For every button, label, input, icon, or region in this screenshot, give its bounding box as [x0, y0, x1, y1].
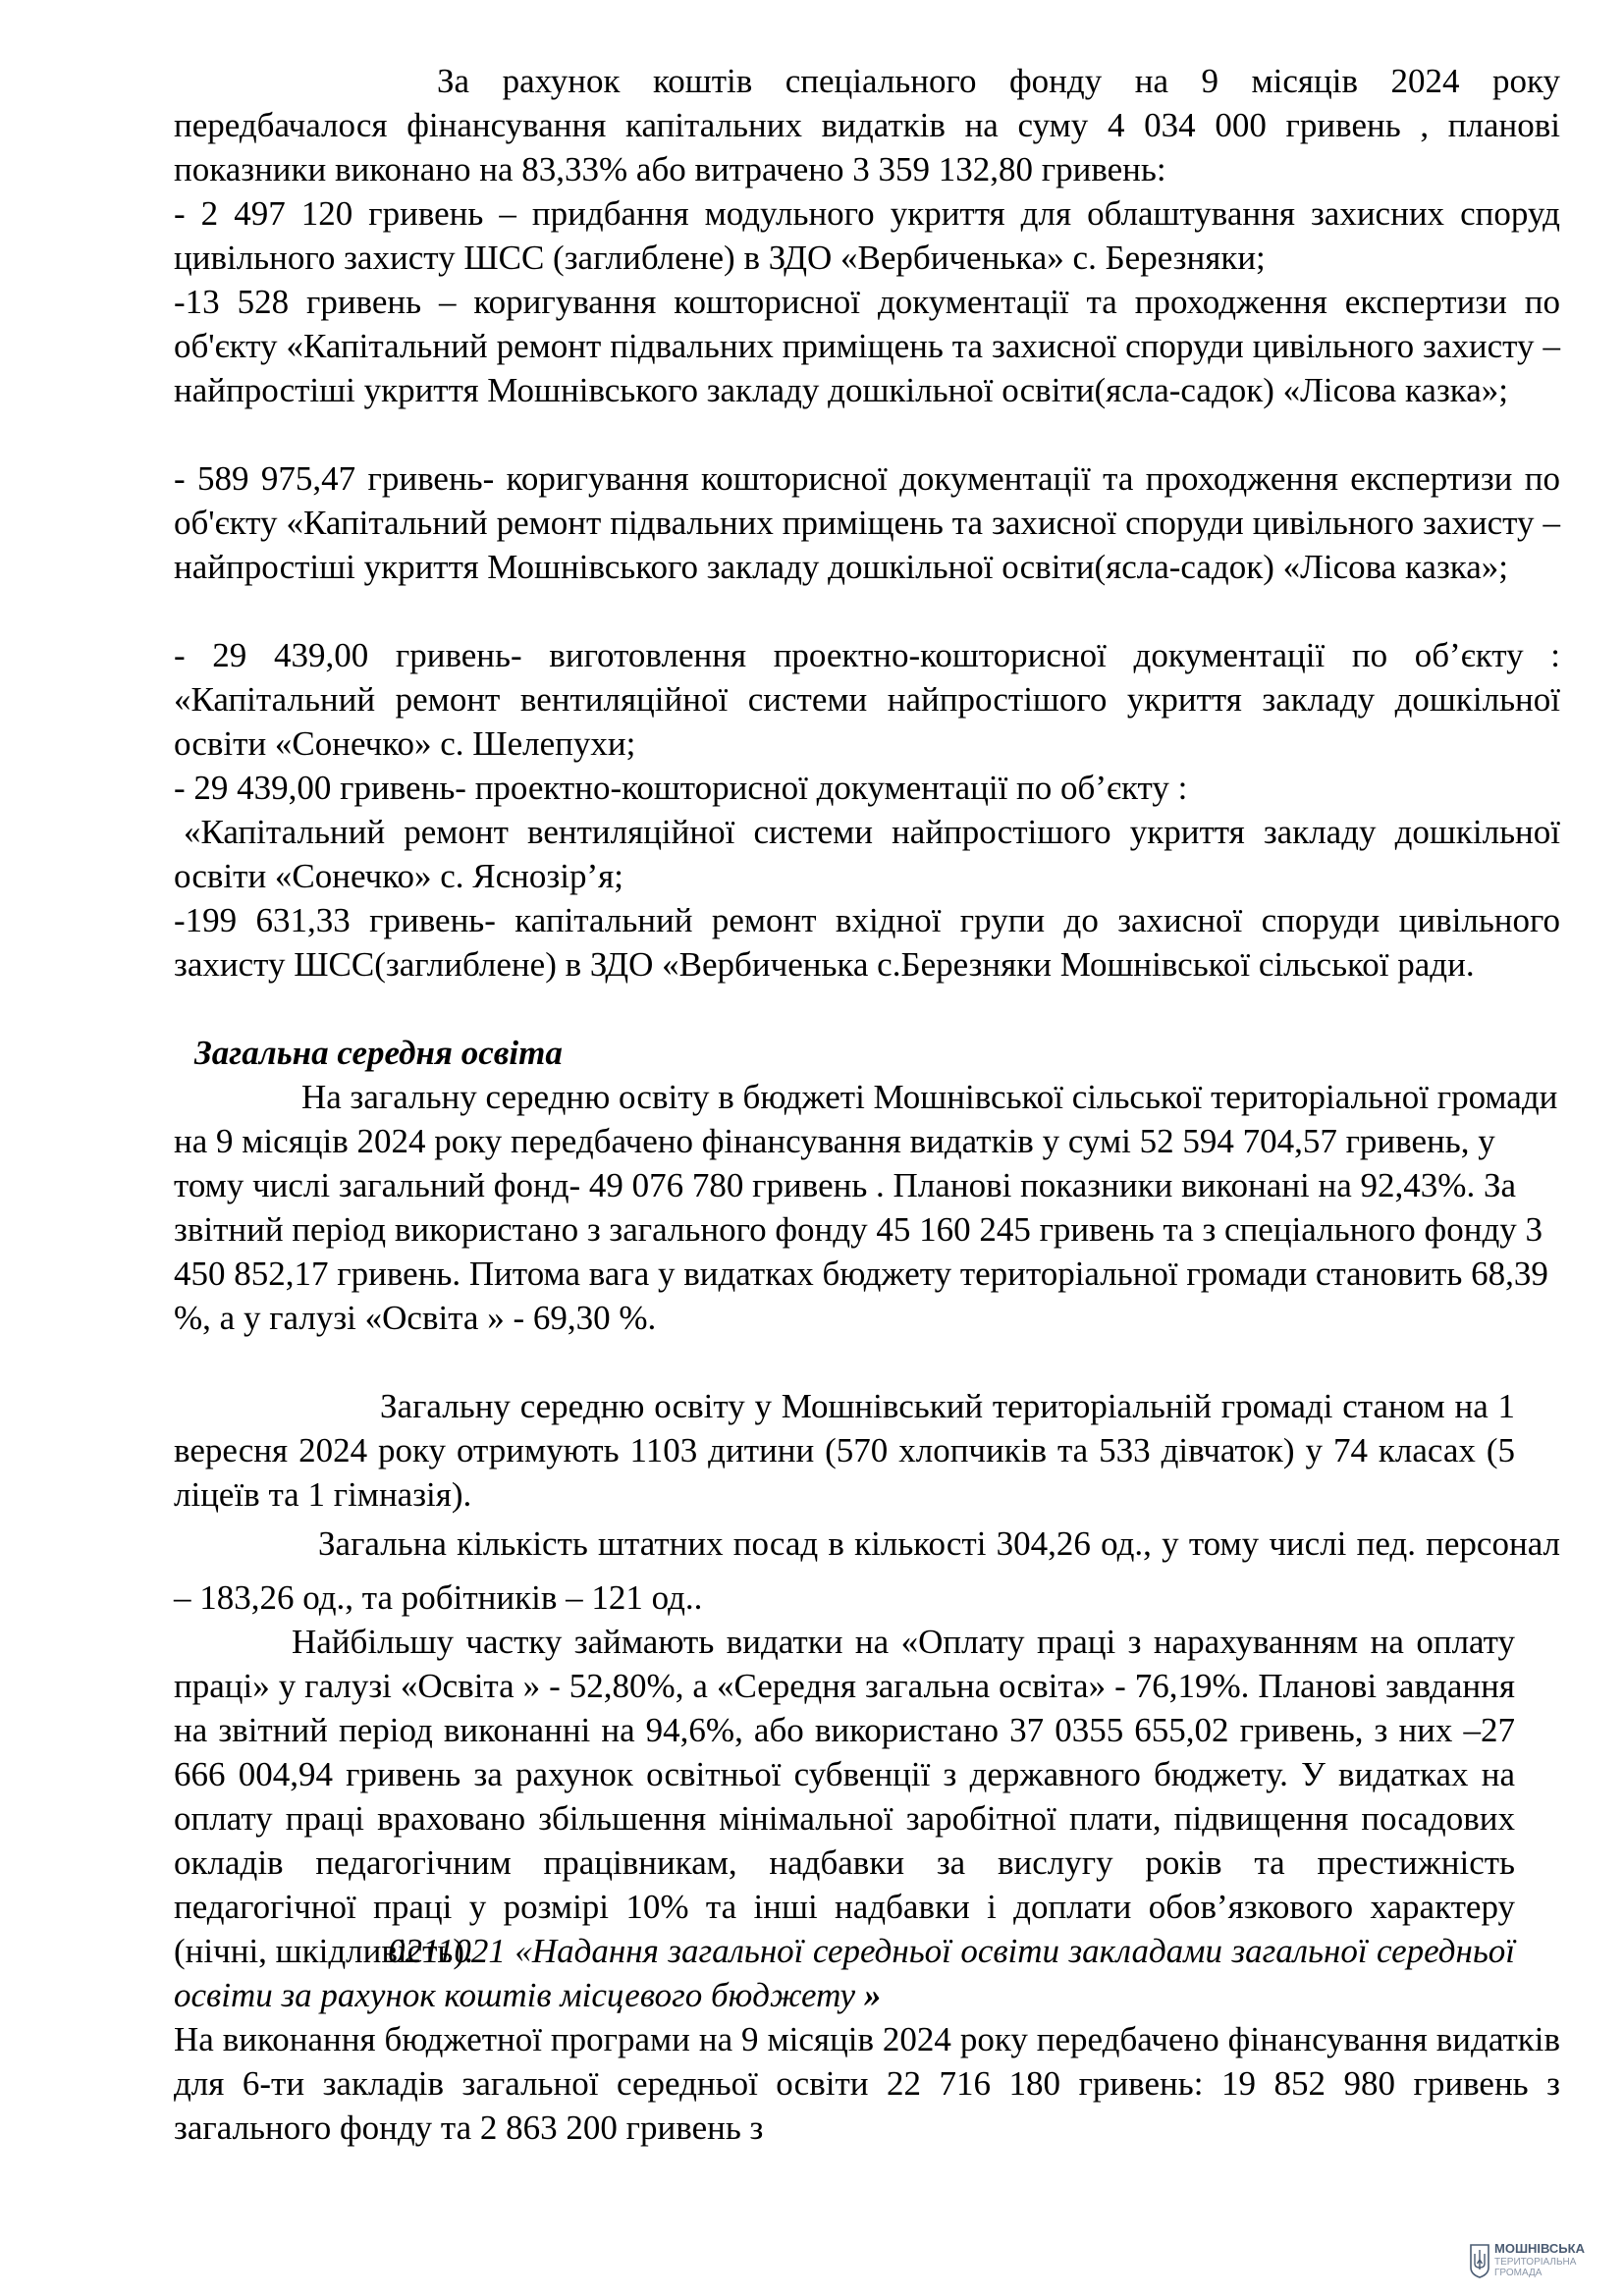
paragraph-item-13528: -13 528 гривень – коригування кошторисної документації та проходження експертизи по об'єкту «Капітальний ремонт підвальних приміщень та захисної споруди цивільного захисту – найпростіші укриття Мошнівського закладу дошкільної освіти(ясла-садок) «Лісова казка»;	[174, 283, 1560, 409]
paragraph-item-199631: -199 631,33 гривень- капітальний ремонт вхідної групи до захисної споруди цивільного захисту ШСС(заглиблене) в ЗДО «Вербиченька с.Березняки Мошнівської сільської ради.	[174, 901, 1560, 984]
logo-name: МОШНІВСЬКА	[1494, 2241, 1585, 2256]
program-title-text: 0211021 «Надання загальної середньої освіти закладами загальної середньої освіти за рахунок коштів місцевого бюджету	[174, 1932, 1515, 2014]
paragraph-staff-positions: Загальна кількість штатних посад в кількості 304,26 од., у тому числі пед. персонал – 183,26 од., та робітників – 121 од..	[174, 1524, 1560, 1617]
logo-subtitle-line1: ТЕРИТОРІАЛЬНА	[1494, 2257, 1577, 2268]
paragraph-item-29439-yasnozirya-body: «Капітальний ремонт вентиляційної системи найпростішого укриття закладу дошкільної освіти «Сонечко» с. Яснозір’я;	[174, 813, 1560, 895]
section-heading-general-secondary-education: Загальна середня освіта	[194, 1034, 563, 1072]
logo-subtitle-line2: ГРОМАДА	[1494, 2268, 1543, 2278]
program-title-0211021	[174, 1929, 1515, 2017]
trident-crest-icon	[1469, 2242, 1490, 2279]
community-logo	[1469, 2240, 1616, 2287]
logo-subtitle	[1494, 2257, 1576, 2278]
paragraph-item-29439-shelepukhy: - 29 439,00 гривень- виготовлення проектно-кошторисної документації по об’єкту : «Капітальний ремонт вентиляційної системи найпростішого укриття закладу дошкільної освіти «Сонечко» с. Шелепухи;	[174, 636, 1560, 763]
paragraph-salary-expenses: Найбільшу частку займають видатки на «Оплату праці з нарахуванням на оплату праці» у галузі «Освіта » - 52,80%, а «Середня загальна освіта» - 76,19%. Планові завдання на звітний період виконанні на 94,6%, або використано 37 0355 655,02 гривень, з них –27 666 004,94 гривень за рахунок освітньої субвенції з державного бюджету. У видатках на оплату праці враховано збільшення мінімальної заробітної плати, підвищення посадових окладів педагогічним працівникам, надбавки за вислугу років та престижність педагогічної праці у розмірі 10% та інші надбавки і доплати обов’язкового характеру (нічні, шкідливість).	[174, 1623, 1515, 1970]
paragraph-item-modular-shelter: - 2 497 120 гривень – придбання модульного укриття для облаштування захисних споруд цивільного захисту ШСС (заглиблене) в ЗДО «Вербиченька» с. Березняки;	[174, 194, 1560, 277]
paragraph-item-29439-yasnozirya-header: - 29 439,00 гривень- проектно-кошторисної документації по об’єкту :	[174, 769, 1188, 807]
program-title-closing-quote: »	[863, 1976, 882, 2014]
paragraph-students-count: Загальну середню освіту у Мошнівський територіальній громаді станом на 1 вересня 2024 року отримують 1103 дитини (570 хлопчиків та 533 дівчаток) у 74 класах (5 ліцеїв та 1 гімназія).	[174, 1387, 1515, 1514]
paragraph-special-fund-intro: За рахунок коштів спеціального фонду на 9 місяців 2024 року передбачалося фінансування капітальних видатків на суму 4 034 000 гривень , планові показники виконано на 83,33% або витрачено 3 359 132,80 гривень:	[174, 62, 1560, 188]
paragraph-program-execution: На виконання бюджетної програми на 9 місяців 2024 року передбачено фінансування видатків для 6-ти закладів загальної середньої освіти 22 716 180 гривень: 19 852 980 гривень з загального фонду та 2 863 200 гривень з	[174, 2020, 1560, 2147]
paragraph-item-589975: - 589 975,47 гривень- коригування кошторисної документації та проходження експертизи по об'єкту «Капітальний ремонт підвальних приміщень та захисної споруди цивільного захисту – найпростіші укриття Мошнівського закладу дошкільної освіти(ясла-садок) «Лісова казка»;	[174, 459, 1560, 586]
paragraph-general-secondary-budget: На загальну середню освіту в бюджеті Мошнівської сільської територіальної громади на 9 місяців 2024 року передбачено фінансування видатків у сумі 52 594 704,57 гривень, у тому числі загальний фонд- 49 076 780 гривень . Планові показники виконані на 92,43%. За звітний період використано з загального фонду 45 160 245 гривень та з спеціального фонду 3 450 852,17 гривень. Питома вага у видатках бюджету територіальної громади становить 68,39 %, а у галузі «Освіта » - 69,30 %.	[174, 1078, 1558, 1337]
